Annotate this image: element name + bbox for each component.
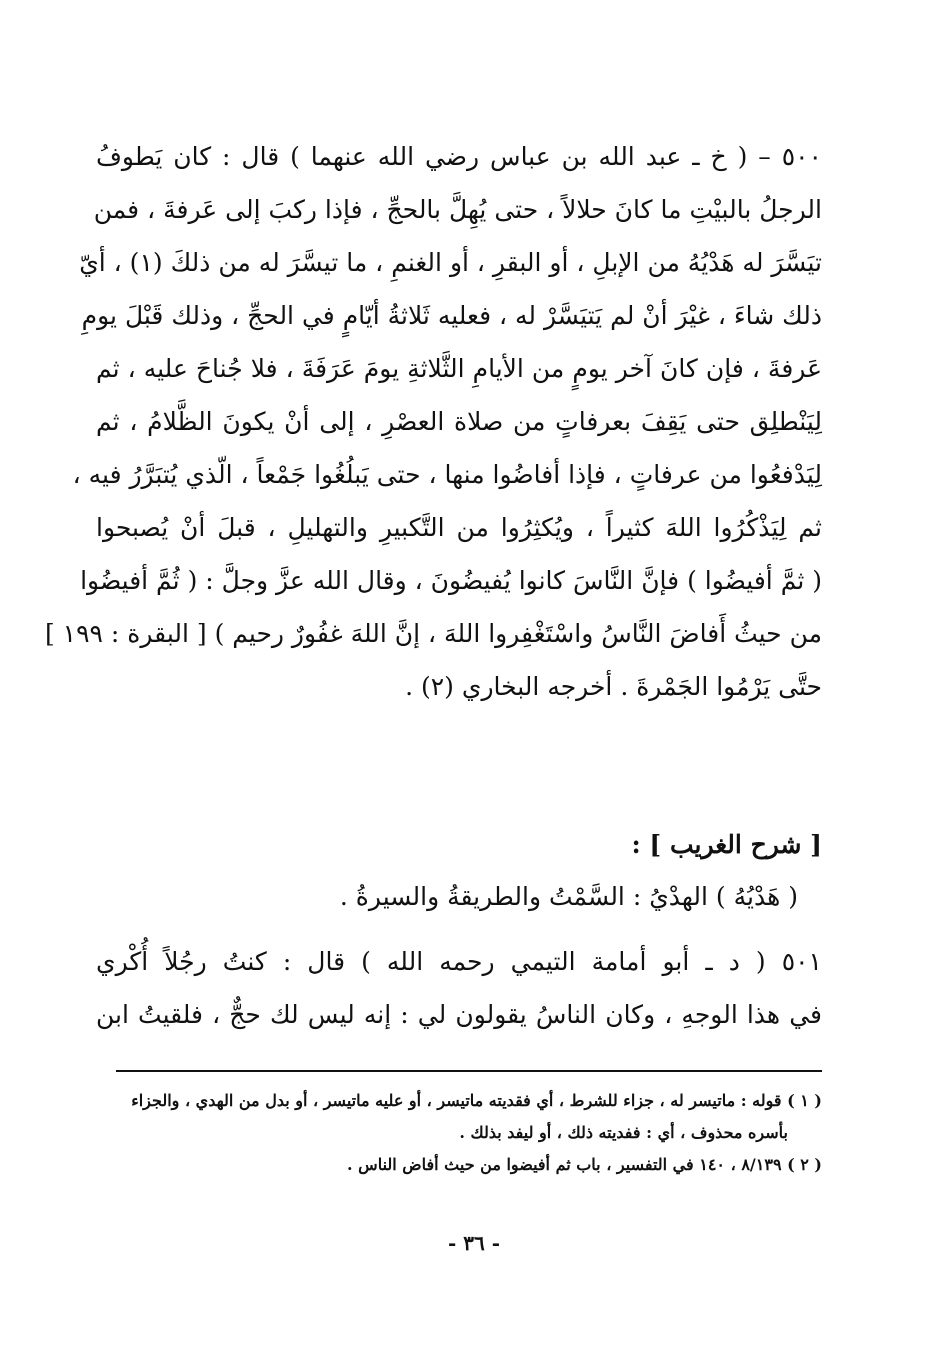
hadith-500-line-2: الرجلُ بالبيْتِ ما كانَ حلالاً ، حتى يُهِلَّ بالحجِّ ، فإذا ركبَ إلى عَرفةَ ، فمن <box>93 195 822 224</box>
hadith-501-line-1: ٥٠١ ( د ـ أبو أمامة التيمي رحمه الله ) قال : كنتُ رجُلاً أُكْري <box>96 947 822 976</box>
page-number: - ٣٦ - <box>447 1231 500 1255</box>
hadith-500-block <box>44 130 822 713</box>
footnotes <box>96 1085 822 1181</box>
footnote-1-line-2: بأسره محذوف ، أي : ففديته ذلك ، أو ليفد بذلك . <box>459 1123 788 1142</box>
hadith-501-line-2: في هذا الوجهِ ، وكان الناسُ يقولون لي : إنه ليس لك حجٌّ ، فلقيتُ ابن <box>96 1000 822 1029</box>
footnote-2: ( ٢ ) ٨/١٣٩ ، ١٤٠ في التفسير ، باب ثم أفيضوا من حيث أفاض الناس . <box>347 1155 822 1174</box>
hadith-500-line-1: ٥٠٠ – ( خ ـ عبد الله بن عباس رضي الله عنهما ) قال : كان يَطوفُ <box>96 142 822 171</box>
gharib-heading: [ شرح الغريب ] : <box>631 830 822 859</box>
hadith-500-line-10: من حيثُ أَفاضَ النَّاسُ واسْتَغْفِروا اللهَ ، إنَّ اللهَ غفُورٌ رحيم ) [ البقرة : ١٩٩ ] <box>44 619 822 648</box>
footnote-1-line-1: ( ١ ) قوله : ماتيسر له ، جزاء للشرط ، أي فقديته ماتيسر ، أو عليه ماتيسر ، أو بدل من الهدي ، والجزاء <box>131 1091 822 1110</box>
hadith-500-line-4: ذلك شاءَ ، غيْرَ أنْ لم يَتيَسَّرْ له ، فعليه ثَلاثةُ أيّامٍ في الحجِّ ، وذلك قَبْلَ يومِ <box>81 301 822 330</box>
hadith-500-line-6: لِيَنْطلِق حتى يَقِفَ بعرفاتٍ من صلاة العصْرِ ، إلى أنْ يكونَ الظَّلامُ ، ثم <box>96 407 822 436</box>
hadith-500-line-11: حتَّى يَرْمُوا الجَمْرةَ . أخرجه البخاري (٢) . <box>405 672 822 701</box>
gharib-definition: ( هَدْيُهُ ) الهدْيُ : السَّمْتُ والطريقةُ والسيرةُ . <box>339 882 798 911</box>
hadith-500-line-7: لِيَدْفعُوا من عرفاتٍ ، فإذا أفاضُوا منها ، حتى يَبلُغُوا جَمْعاً ، الّذي يُتبَرَّرُ فيه ، <box>72 460 822 489</box>
hadith-500-line-8: ثم لِيَذْكُرُوا اللهَ كثيراً ، ويُكثِرُوا من التَّكبيرِ والتهليلِ ، قبلَ أنْ يُصبحوا <box>96 513 822 542</box>
hadith-500-line-3: تيَسَّرَ له هَدْيُهُ من الإبلِ ، أو البقرِ ، أو الغنمِ ، ما تيسَّرَ له من ذلكَ (١) ، أيّ <box>79 248 822 277</box>
footnote-divider <box>116 1070 822 1072</box>
hadith-500-line-5: عَرفةَ ، فإن كانَ آخر يومٍ من الأيامِ الثَّلاثةِ يومَ عَرَفَةَ ، فلا جُناحَ عليه ، ثم <box>96 354 822 383</box>
hadith-500-line-9: ( ثمَّ أفيضُوا ) فإنَّ النَّاسَ كانوا يُفيضُونَ ، وقال الله عزَّ وجلَّ : ( ثُمَّ أفيضُوا <box>80 566 822 595</box>
hadith-501-block <box>96 935 822 1041</box>
